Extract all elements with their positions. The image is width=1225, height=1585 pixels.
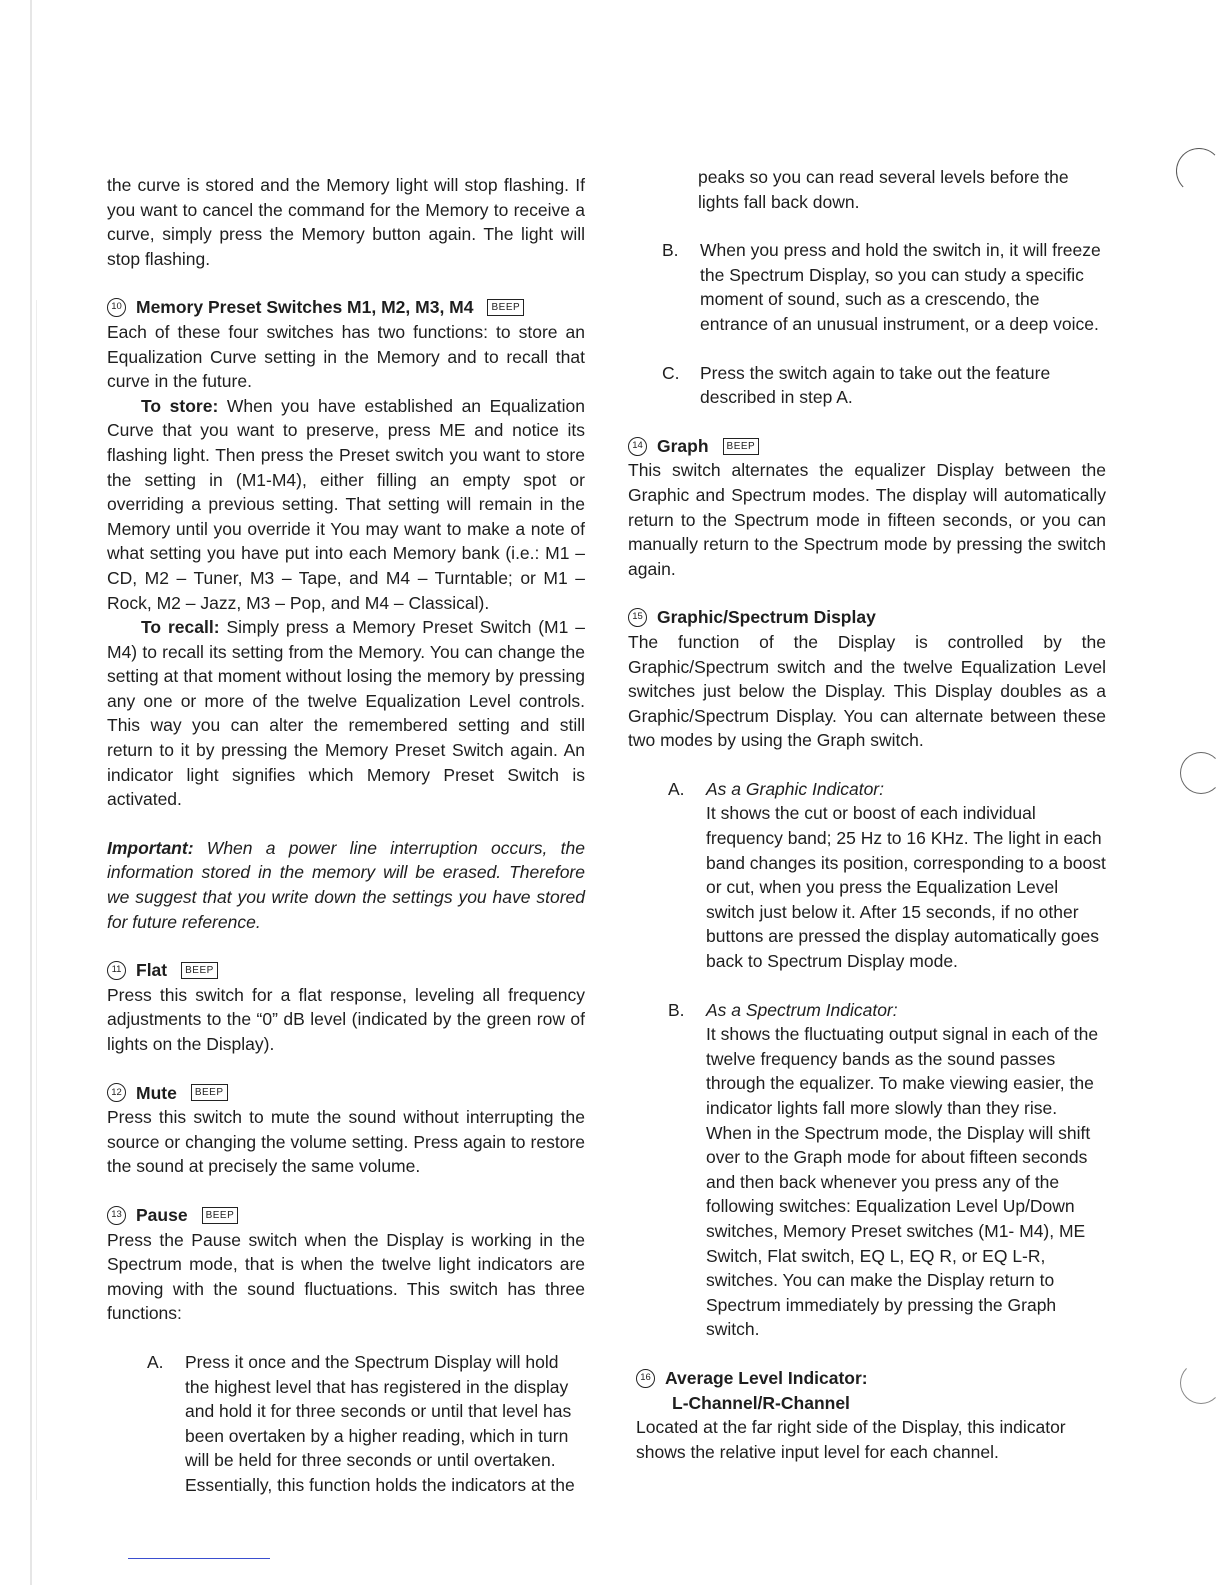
- item-title: As a Spectrum Indicator:: [706, 999, 898, 1020]
- section-14-body: This switch alternates the equalizer Display between the Graphic and Spectrum modes. The display will automatically return to the Spectrum mode in fifteen seconds, or you can manually return to the Spectrum mode by pressing the switch again.: [628, 460, 1106, 579]
- item-text: Press the switch again to take out the feature described in step A.: [700, 362, 1051, 408]
- scan-edge-line-faint: [36, 300, 37, 1500]
- section-12-number-badge: 12: [107, 1083, 126, 1102]
- section-16-heading: [628, 1366, 1106, 1391]
- important-text: When a power line interruption occurs, the information stored in the memory will be erased. Therefore we suggest that you write down the settings you have stored for future reference.: [107, 837, 585, 932]
- section-12-body: Press this switch to mute the sound without interrupting the source or changing the volume setting. Press again to restore the sound at precisely the same volume.: [107, 1107, 585, 1177]
- section-10-number-badge: 10: [107, 298, 126, 317]
- item-text: It shows the cut or boost of each individual frequency band; 25 Hz to 16 KHz. The light in each band changes its position, corresponding to a boost or cut, when you press the Equalization Level switch just below it. After 15 seconds, if no other buttons are pressed the display automatically goes back to Spectrum Display mode.: [706, 803, 1106, 972]
- section-13-title: Pause: [136, 1204, 188, 1225]
- item-text: Press it once and the Spectrum Display will hold the highest level that has registered in the display and hold it for three seconds or until that level has been overtaken by a higher reading, which in turn will be held for three seconds or until overtaken. Essentially, this function holds the indicators at the: [185, 1351, 575, 1495]
- item-text: It shows the fluctuating output signal in each of the twelve frequency bands as the sound passes through the equalizer. To make viewing easier, the indicator lights fall more slowly than they rise. When in the Spectrum mode, the Display will shift over to the Graph mode for about fifteen seconds and then back whenever you press any of the following switches: Equalization Level Up/Down switches, Memory Preset switches (M1- M4), ME Switch, Flat switch, EQ L, EQ R, or EQ L-R, switches. You can make the Display return to Spectrum immediately by pressing the Graph switch.: [706, 1024, 1099, 1340]
- important-label: Important:: [107, 837, 194, 858]
- section-11-heading: [107, 958, 585, 983]
- item-text: When you press and hold the switch in, it will freeze the Spectrum Display, so you can study a specific moment of sound, such as a crescendo, the entrance of an unusual instrument, or a deep voice.: [700, 240, 1101, 334]
- section-13-item-a: [107, 1350, 585, 1498]
- continued-paragraph: peaks so you can read several levels before the lights fall back down.: [698, 167, 1069, 212]
- binder-hole-mark-bottom: [1180, 1362, 1222, 1404]
- pause-item-b: [628, 238, 1106, 336]
- section-12-heading: [107, 1081, 585, 1106]
- binder-hole-mark-top: [1176, 148, 1222, 194]
- section-10-title: Memory Preset Switches M1, M2, M3, M4: [136, 297, 474, 318]
- section-11-number-badge: 11: [107, 961, 126, 980]
- to-recall-label: To recall:: [141, 617, 220, 638]
- section-15-item-b: [628, 998, 1106, 1342]
- section-14-number-badge: 14: [628, 437, 647, 456]
- section-15-heading: [628, 605, 1106, 630]
- pause-item-c: [628, 361, 1106, 410]
- beep-badge: BEEP: [191, 1084, 228, 1101]
- section-16-subtitle: L-Channel/R-Channel: [672, 1392, 850, 1413]
- section-14-heading: [628, 434, 1106, 459]
- item-label: B.: [668, 999, 685, 1020]
- important-note: [107, 836, 585, 934]
- section-13-body: Press the Pause switch when the Display is working in the Spectrum mode, that is when the twelve light indicators are moving with the sound fluctuations. This switch has three functions:: [107, 1229, 585, 1324]
- beep-badge: BEEP: [723, 438, 760, 455]
- scan-edge-line: [30, 0, 32, 1585]
- section-10-heading: [107, 295, 585, 320]
- item-label: A.: [668, 778, 685, 799]
- section-13-number-badge: 13: [107, 1206, 126, 1225]
- footer-rule: [128, 1558, 270, 1559]
- beep-badge: BEEP: [181, 962, 218, 979]
- item-title: As a Graphic Indicator:: [706, 778, 884, 799]
- section-14-title: Graph: [657, 435, 709, 456]
- section-15-item-a: [628, 777, 1106, 974]
- to-store-paragraph: [107, 394, 585, 615]
- beep-badge: BEEP: [487, 299, 524, 316]
- right-column: [628, 165, 1106, 1464]
- item-content: [706, 998, 1106, 1342]
- to-recall-paragraph: [107, 615, 585, 812]
- item-label: B.: [662, 240, 679, 261]
- section-11-title: Flat: [136, 960, 168, 981]
- section-11-body: Press this switch for a flat response, leveling all frequency adjustments to the “0” dB level (indicated by the green row of lights on the Display).: [107, 984, 585, 1054]
- section-16-body: Located at the far right side of the Display, this indicator shows the relative input level for each channel.: [636, 1417, 1066, 1462]
- binder-hole-mark-middle: [1180, 752, 1222, 794]
- item-label: C.: [662, 362, 680, 383]
- section-16-number-badge: 16: [636, 1369, 655, 1388]
- section-10-body: Each of these four switches has two functions: to store an Equalization Curve setting in the Memory and to recall that curve in the future.: [107, 321, 585, 392]
- to-recall-text: Simply press a Memory Preset Switch (M1 – M4) to recall its setting from the Memory. You can change the setting at that moment without losing the memory by pressing any one or more of the twelve Equalization Level controls. This way you can alter the remembered setting and still return to it by pressing the Memory Preset Switch again. An indicator light signifies which Memory Preset Switch is activated.: [107, 617, 585, 810]
- section-12-title: Mute: [136, 1082, 177, 1103]
- section-15-title: Graphic/Spectrum Display: [657, 607, 876, 628]
- continued-paragraph: the curve is stored and the Memory light will stop flashing. If you want to cancel the command for the Memory to receive a curve, simply press the Memory button again. The light will stop flashing.: [107, 175, 585, 269]
- item-label: A.: [147, 1351, 164, 1372]
- section-15-body: The function of the Display is controlled by the Graphic/Spectrum switch and the twelve Equalization Level switches just below the Display. This Display doubles as a Graphic/Spectrum Display. You can alternate between these two modes by using the Graph switch.: [628, 631, 1106, 751]
- to-store-text: When you have established an Equalization Curve that you want to preserve, press ME and notice its flashing light. Then press the Preset switch you want to store the setting in (M1-M4), either filling an empty spot or overriding a previous setting. That setting will remain in the Memory until you override it You may want to make a note of what setting you have put into each Memory bank (i.e.: M1 – CD, M2 – Tuner, M3 – Tape, and M4 – Turntable; or M1 – Rock, M2 – Jazz, M3 – Pop, and M4 – Classical).: [107, 395, 585, 613]
- section-16-title: Average Level Indicator:: [665, 1367, 868, 1388]
- beep-badge: BEEP: [202, 1207, 239, 1224]
- item-content: [706, 777, 1106, 974]
- section-15-number-badge: 15: [628, 608, 647, 627]
- left-column: [107, 173, 585, 1498]
- section-13-heading: [107, 1203, 585, 1228]
- to-store-label: To store:: [141, 395, 219, 416]
